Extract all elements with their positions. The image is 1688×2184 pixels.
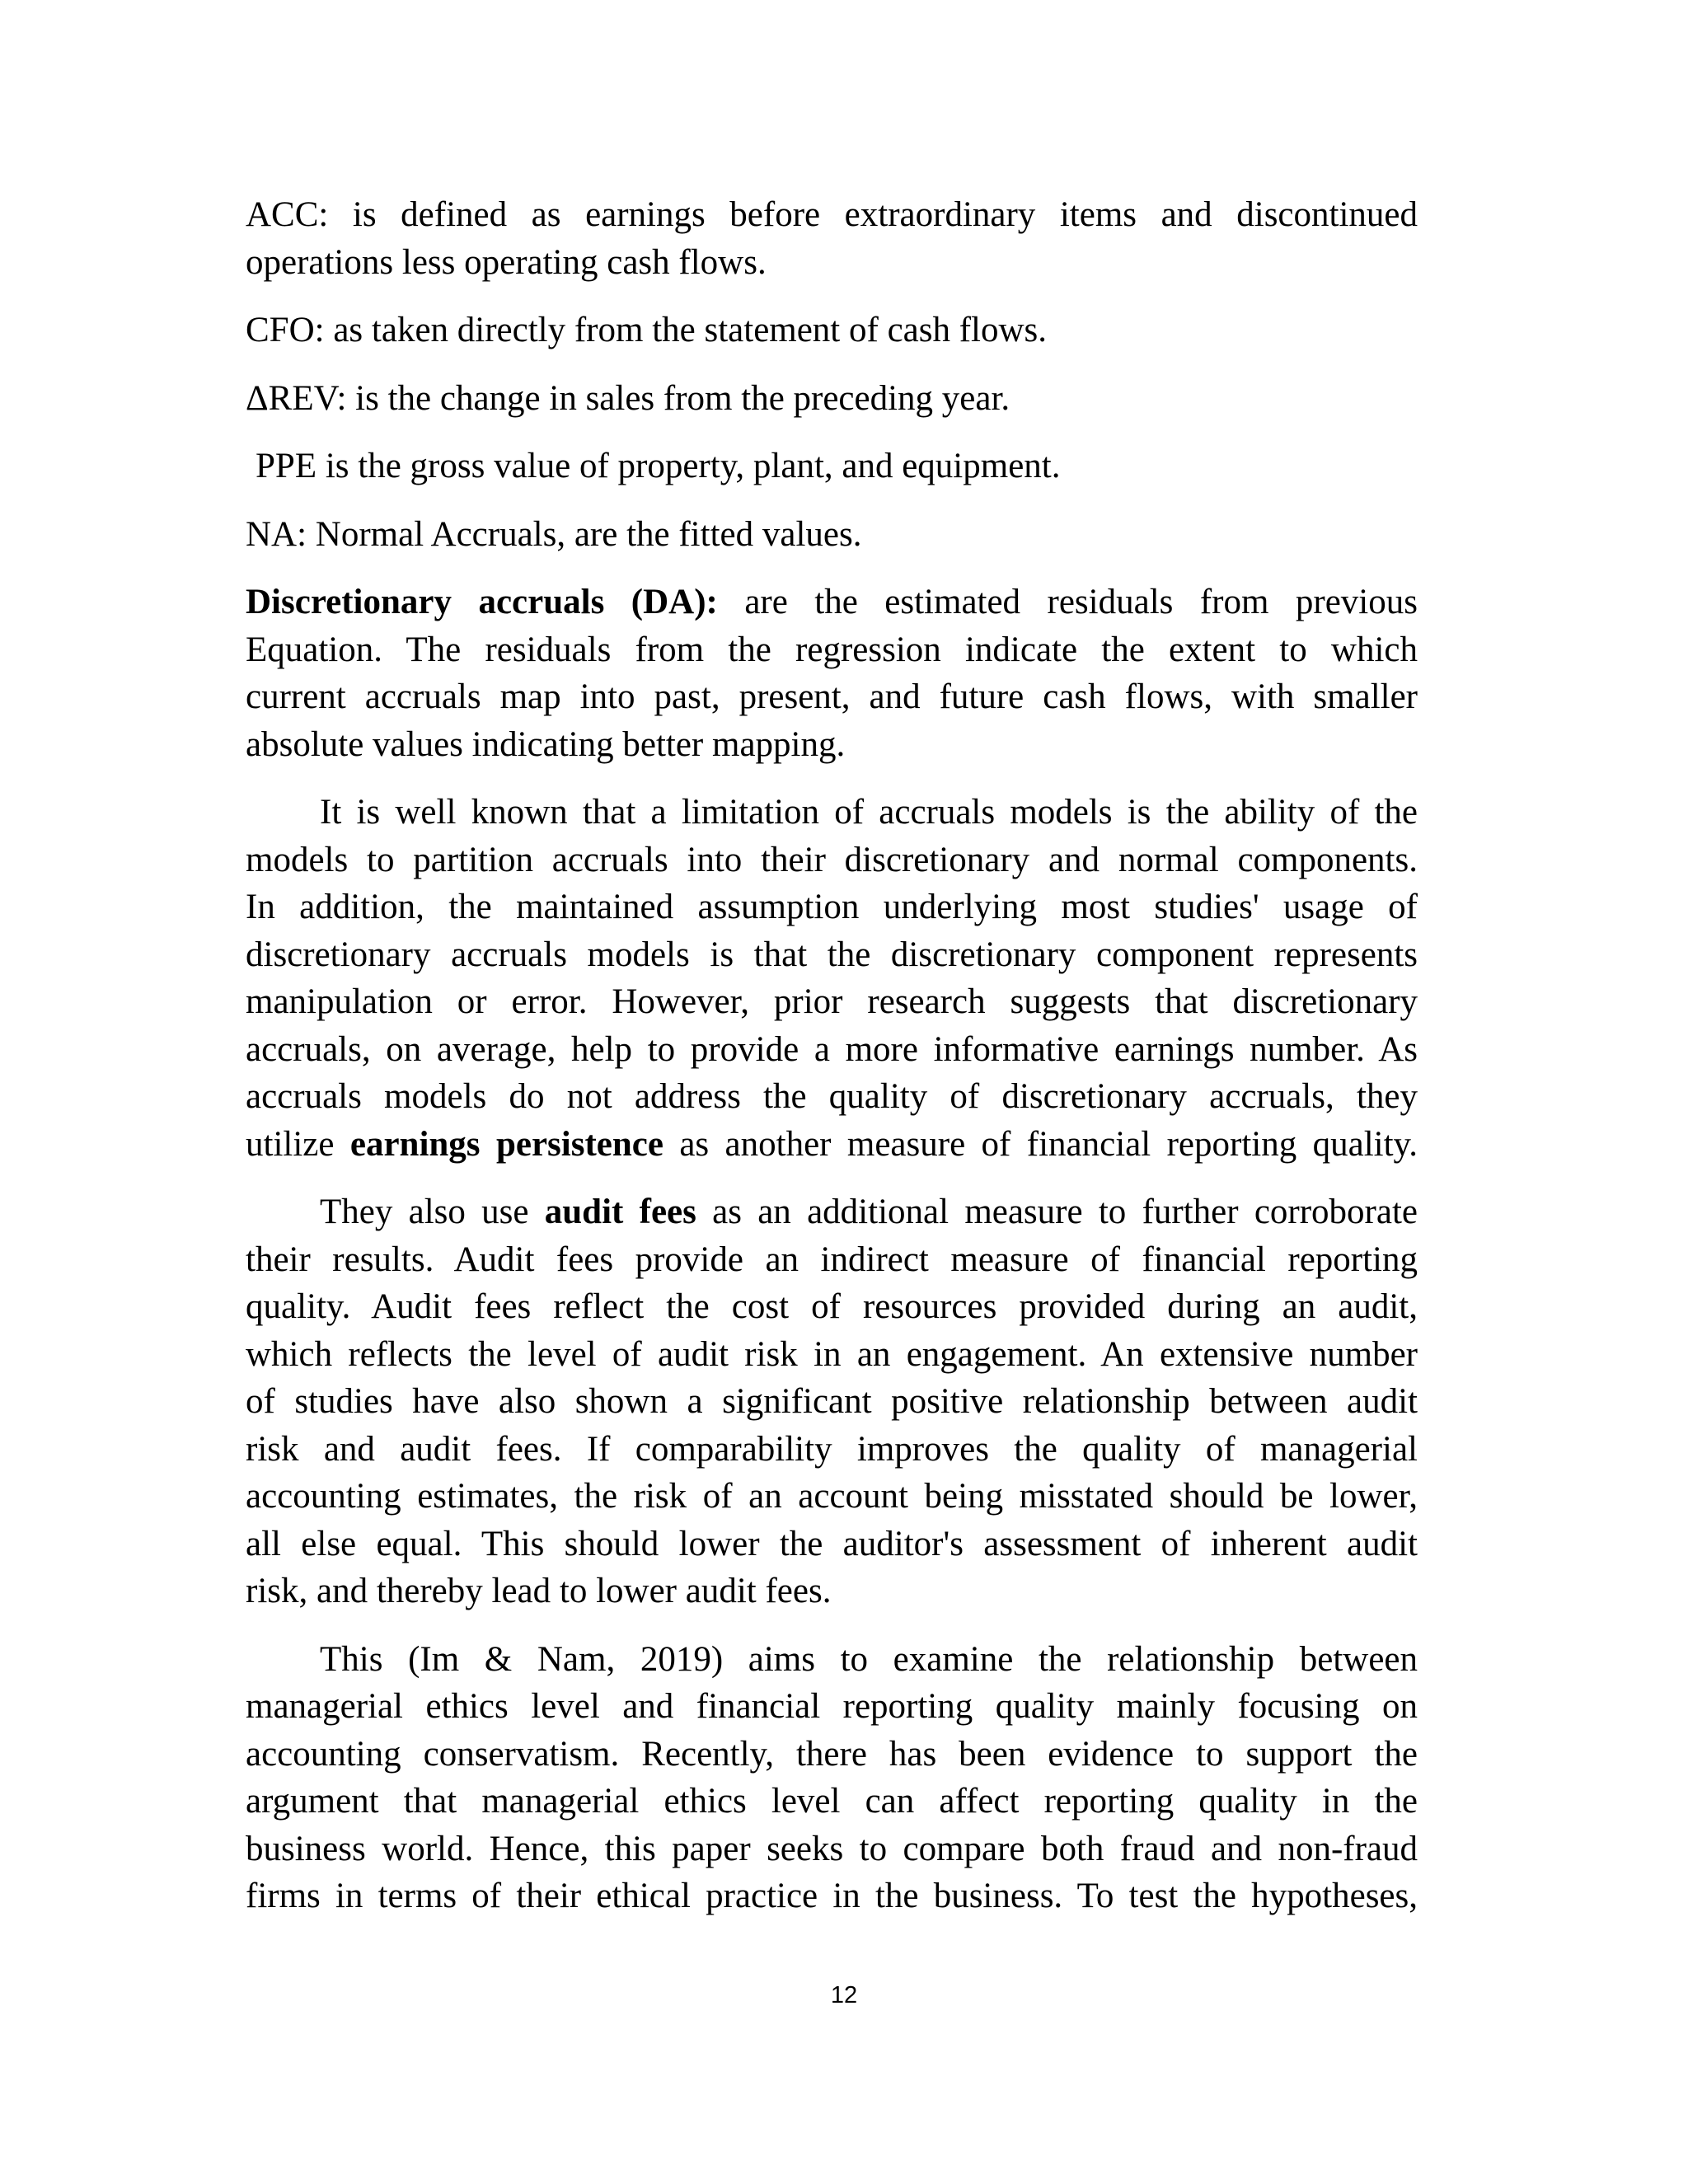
definition-ppe [246, 443, 1418, 490]
text-line: ΔREV: is the change in sales from the preceding year. [246, 378, 1010, 418]
da-term: Discretionary accruals (DA): [246, 583, 718, 621]
text-line: current accruals map into past, present, and future cash flows, with smaller [246, 677, 1418, 716]
text-line: NA: Normal Accruals, are the fitted values. [246, 514, 862, 554]
text-line: accounting estimates, the risk of an account being misstated should be lower, [246, 1477, 1418, 1516]
text-line [246, 1188, 1418, 1236]
text-line: models to partition accruals into their discretionary and normal components. [246, 840, 1418, 879]
text-line: quality. Audit fees reflect the cost of resources provided during an audit, [246, 1287, 1418, 1326]
text-line: their results. Audit fees provide an indirect measure of financial reporting [246, 1240, 1418, 1279]
text-line: In addition, the maintained assumption underlying most studies' usage of [246, 888, 1418, 926]
text-line: managerial ethics level and financial reporting quality mainly focusing on [246, 1687, 1418, 1726]
text-line: It is well known that a limitation of accruals models is the ability of the [320, 793, 1418, 832]
body-text [246, 191, 1418, 1941]
text-line: Equation. The residuals from the regression indicate the extent to which [246, 630, 1418, 669]
page-number: 12 [830, 1982, 858, 2008]
text-line: of studies have also shown a significant positive relationship between audit [246, 1382, 1418, 1421]
text-line: operations less operating cash flows. [246, 242, 767, 282]
paragraph-accruals-limitation [246, 789, 1418, 1168]
da-definition-text: are the estimated residuals from previous [717, 583, 1418, 621]
text-line: This (Im & Nam, 2019) aims to examine the relationship between [320, 1639, 1418, 1679]
text-line [246, 579, 1418, 626]
paragraph-audit-fees [246, 1188, 1418, 1615]
definition-rev [246, 375, 1418, 423]
text-fragment: as another measure of financial reporting quality. [663, 1124, 1418, 1164]
text-fragment: utilize [246, 1124, 350, 1164]
definition-acc [246, 191, 1418, 286]
definition-cfo [246, 307, 1418, 354]
text-line: absolute values indicating better mapping. [246, 724, 846, 764]
text-line: business world. Hence, this paper seeks to compare both fraud and non-fraud [246, 1829, 1418, 1868]
text-line: ACC: is defined as earnings before extraordinary items and discontinued [246, 195, 1418, 234]
text-line: risk and audit fees. If comparability improves the quality of managerial [246, 1429, 1418, 1469]
text-line: firms in terms of their ethical practice in the business. To test the hypotheses, [246, 1877, 1418, 1915]
text-line: all else equal. This should lower the auditor's assessment of inherent audit [246, 1524, 1418, 1563]
term-earnings-persistence: earnings persistence [349, 1124, 663, 1164]
text-line: which reflects the level of audit risk in an engagement. An extensive number [246, 1334, 1418, 1374]
text-line: argument that managerial ethics level can affect reporting quality in the [246, 1782, 1418, 1821]
text-fragment: They also use [320, 1193, 545, 1231]
text-line [246, 1121, 1418, 1169]
paragraph-managerial-ethics [246, 1636, 1418, 1920]
term-audit-fees: audit fees [544, 1193, 696, 1231]
text-line: discretionary accruals models is that the discretionary component represents [246, 935, 1418, 974]
text-line: manipulation or error. However, prior research suggests that discretionary [246, 982, 1418, 1021]
text-line: accruals, on average, help to provide a more informative earnings number. As [246, 1029, 1418, 1069]
definition-da [246, 579, 1418, 768]
text-fragment: as an additional measure to further corroborate [696, 1193, 1418, 1231]
text-line: risk, and thereby lead to lower audit fees. [246, 1572, 832, 1610]
definition-na [246, 511, 1418, 559]
text-line: accruals models do not address the quality of discretionary accruals, they [246, 1077, 1418, 1116]
text-line: PPE is the gross value of property, plant, and equipment. [256, 447, 1061, 485]
text-line: accounting conservatism. Recently, there has been evidence to support the [246, 1734, 1418, 1774]
text-line: CFO: as taken directly from the statement of cash flows. [246, 311, 1048, 349]
